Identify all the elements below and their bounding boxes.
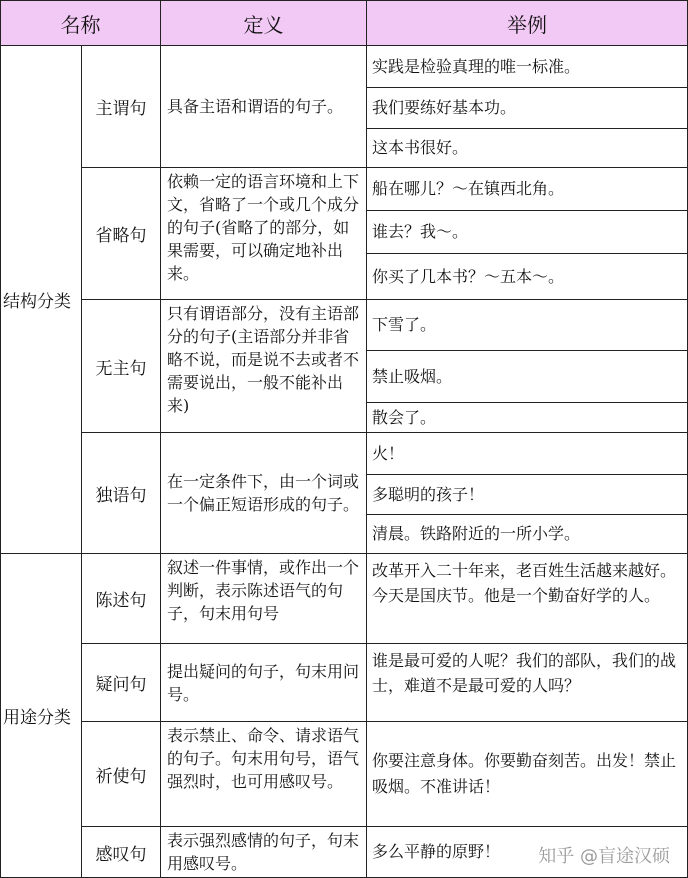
type-name: 独语句 <box>82 433 161 554</box>
example-cell: 这本书很好。 <box>367 129 688 168</box>
example-cell: 船在哪儿？～在镇西北角。 <box>367 168 688 211</box>
example-cell: 清晨。铁路附近的一所小学。 <box>367 515 688 554</box>
type-definition: 依赖一定的语言环境和上下文，省略了一个或几个成分的句子(省略了的部分，如果需要，可以确定地补出来。 <box>161 168 367 300</box>
header-definition: 定义 <box>161 0 367 46</box>
type-name: 省略句 <box>82 168 161 300</box>
type-definition: 提出疑问的句子，句末用问号。 <box>161 644 367 722</box>
header-example: 举例 <box>367 0 688 46</box>
example-cell: 多聪明的孩子！ <box>367 475 688 515</box>
example-cell: 谁是最可爱的人呢？我们的部队，我们的战士，难道不是最可爱的人吗？ <box>367 644 688 722</box>
type-name: 主谓句 <box>82 46 161 168</box>
header-name: 名称 <box>0 0 161 46</box>
type-name: 疑问句 <box>82 644 161 722</box>
watermark <box>538 842 670 868</box>
type-definition: 表示强烈感情的句子，句末用感叹号。 <box>161 827 367 878</box>
category-structure: 结构分类 <box>0 46 82 554</box>
type-name: 祈使句 <box>82 722 161 827</box>
example-cell: 多么平静的原野！ <box>367 827 688 878</box>
example-cell: 你要注意身体。你要勤奋刻苦。出发！禁止吸烟。不准讲话！ <box>367 722 688 827</box>
category-usage: 用途分类 <box>0 554 82 878</box>
example-cell: 火！ <box>367 433 688 475</box>
example-cell: 改革开入二十年来，老百姓生活越来越好。今天是国庆节。他是一个勤奋好学的人。 <box>367 554 688 644</box>
type-definition: 叙述一件事情，或作出一个判断，表示陈述语气的句子，句末用句号 <box>161 554 367 644</box>
example-cell: 你买了几本书？～五本～。 <box>367 254 688 300</box>
watermark-text: 知乎 @盲途汉硕 <box>538 846 670 867</box>
example-cell: 散会了。 <box>367 403 688 433</box>
type-definition: 在一定条件下，由一个词或一个偏正短语形成的句子。 <box>161 433 367 554</box>
type-name: 感叹句 <box>82 827 161 878</box>
example-cell: 我们要练好基本功。 <box>367 88 688 129</box>
type-definition: 具备主语和谓语的句子。 <box>161 46 367 168</box>
type-definition: 只有谓语部分，没有主语部分的句子(主语部分并非省略不说，而是说不去或者不需要说出，一般不能补出来) <box>161 300 367 433</box>
example-cell: 实践是检验真理的唯一标准。 <box>367 46 688 88</box>
example-cell: 下雪了。 <box>367 300 688 351</box>
type-name: 陈述句 <box>82 554 161 644</box>
example-cell: 禁止吸烟。 <box>367 351 688 403</box>
type-definition: 表示禁止、命令、请求语气的句子。句末用句号，语气强烈时，也可用感叹号。 <box>161 722 367 827</box>
type-name: 无主句 <box>82 300 161 433</box>
example-cell: 谁去？我～。 <box>367 211 688 254</box>
